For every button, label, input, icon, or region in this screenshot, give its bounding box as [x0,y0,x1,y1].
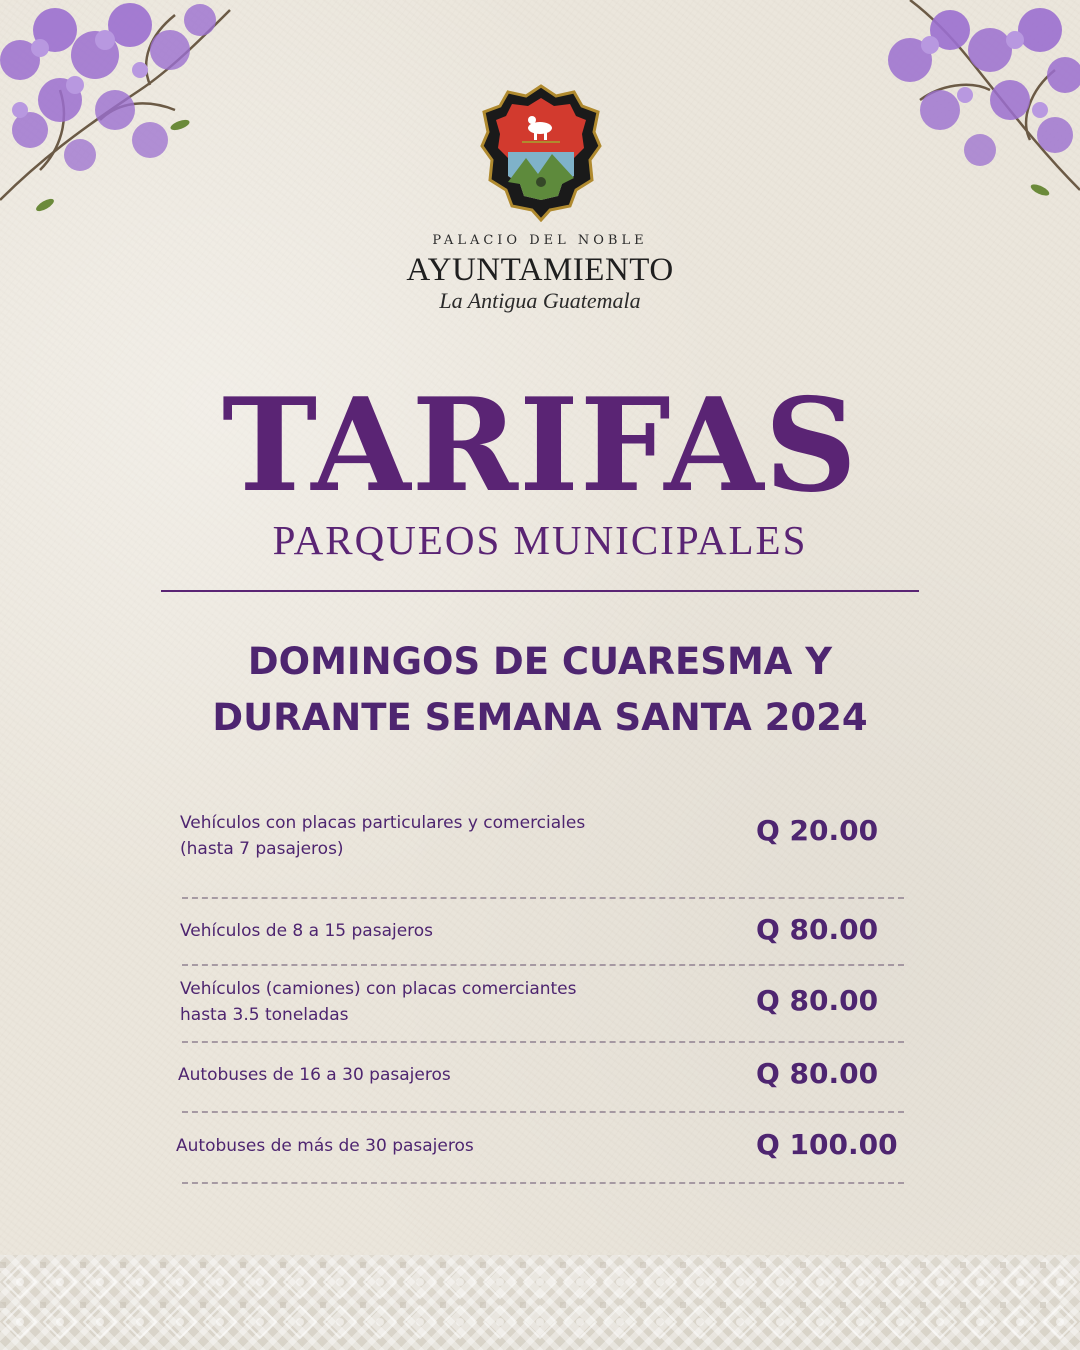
page-title: TARIFAS [222,371,858,521]
rate-description [176,1133,696,1159]
period-heading [0,634,1080,746]
brand-top-line: PALACIO DEL NOBLE [432,233,648,248]
rate-divider [182,1182,904,1184]
jacaranda-flowers-left-icon [0,0,240,230]
rate-price: Q 100.00 [756,1128,898,1161]
brand-name: AYUNTAMIENTO [406,252,674,288]
period-line-2: DURANTE SEMANA SANTA 2024 [212,696,868,739]
brand-city-script: La Antigua Guatemala [439,288,641,313]
period-line-1: DOMINGOS DE CUARESMA Y [247,640,833,683]
woven-pattern-motif-icon [0,1262,1080,1342]
rate-price: Q 80.00 [756,1057,879,1090]
rate-description-line-1: Vehículos con placas particulares y comerciales [180,813,586,833]
rate-description-line-1: Autobuses de más de 30 pasajeros [176,1136,474,1156]
rate-description-line-1: Vehículos (camiones) con placas comerciantes [180,979,577,999]
rate-description-line-2: hasta 3.5 toneladas [180,1005,349,1025]
page-subtitle: PARQUEOS MUNICIPALES [272,517,808,563]
jacaranda-flowers-right-icon [880,0,1080,210]
title-divider [161,590,919,592]
rate-divider [182,897,904,899]
rate-description-line-2: (hasta 7 pasajeros) [180,839,344,859]
rate-divider [182,1041,904,1043]
rate-description [180,810,700,862]
rate-price: Q 80.00 [756,913,879,946]
rate-divider [182,1111,904,1113]
rate-price: Q 80.00 [756,984,879,1017]
rate-description-line-1: Vehículos de 8 a 15 pasajeros [180,921,434,941]
coat-of-arms-icon [478,82,604,222]
rate-divider [182,964,904,966]
rate-price: Q 20.00 [756,814,879,847]
rate-description [180,976,700,1028]
rate-description [180,918,700,944]
rate-description [178,1062,698,1088]
rate-description-line-1: Autobuses de 16 a 30 pasajeros [178,1065,451,1085]
